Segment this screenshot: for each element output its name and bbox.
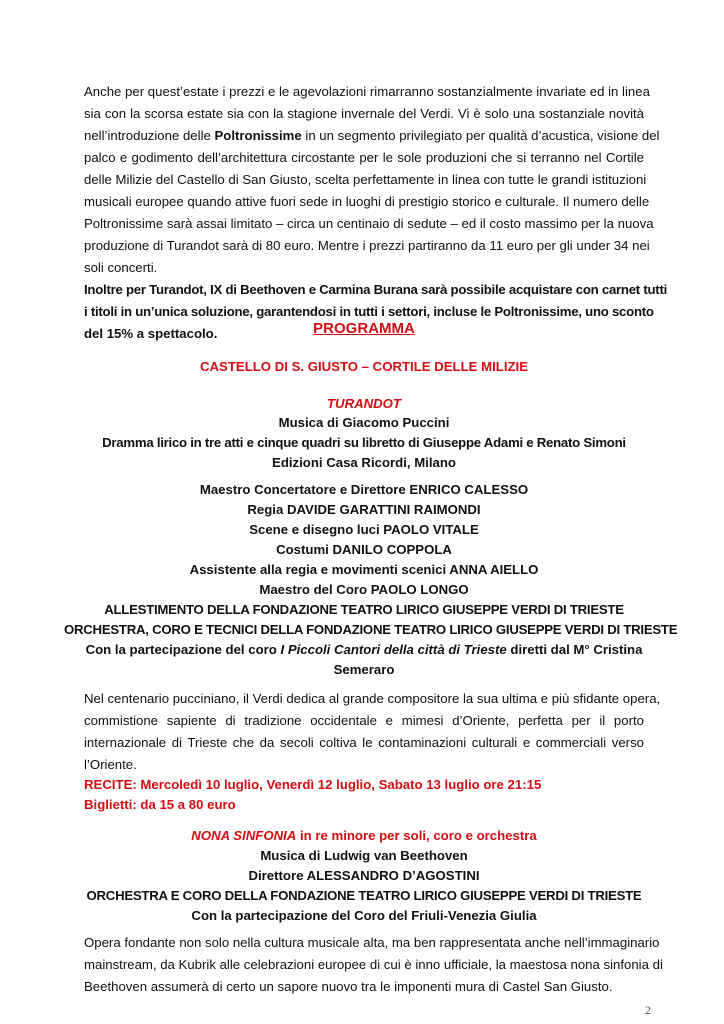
nona-orchestra: ORCHESTRA E CORO DELLA FONDAZIONE TEATRO LIRICO GIUSEPPE VERDI DI TRIESTE: [86, 888, 642, 903]
nona-choir: Con la partecipazione del Coro del Friuli-Venezia Giulia: [191, 908, 537, 923]
turandot-biglietti: Biglietti: da 15 a 80 euro: [84, 797, 236, 812]
turandot-publisher: Edizioni Casa Ricordi, Milano: [272, 455, 456, 470]
turandot-director: Regia DAVIDE GARATTINI RAIMONDI: [247, 502, 481, 517]
turandot-desc-line-1: Nel centenario pucciniano, il Verdi dedica al grande compositore la sua ultima e più sfidante opera,: [84, 691, 661, 706]
intro-line-9: soli concerti.: [84, 260, 158, 275]
intro-line-1: Anche per quest’estate i prezzi e le agevolazioni rimarranno sostanzialmente invariate ed in linea: [84, 84, 650, 99]
turandot-title: TURANDOT: [327, 396, 401, 411]
intro-line-8: produzione di Turandot sarà di 80 euro. Mentre i prezzi partiranno da 11 euro per gli under 34 nei: [84, 238, 650, 253]
turandot-recite: RECITE: Mercoledì 10 luglio, Venerdì 12 luglio, Sabato 13 luglio ore 21:15: [84, 777, 542, 792]
nona-title-italic: NONA SINFONIA: [191, 828, 297, 843]
turandot-choir-master: Maestro del Coro PAOLO LONGO: [259, 582, 469, 597]
intro-line-3-post: in un segmento privilegiato per qualità d’acustica, visione del: [301, 128, 660, 143]
intro-line-3-pre: nell’introduzione delle: [84, 128, 215, 143]
turandot-conductor: Maestro Concertatore e Direttore ENRICO CALESSO: [199, 482, 529, 497]
nona-desc-line-3: Beethoven assumerà di certo un sapore nuovo tra le imponenti mura di Castel San Giusto.: [84, 979, 613, 994]
nona-title-rest: in re minore per soli, coro e orchestra: [296, 828, 537, 843]
intro-line-5: delle Milizie del Castello di San Giusto, scelta perfettamente in linea con tutte le grandi istituzioni: [84, 172, 647, 187]
turandot-assistant: Assistente alla regia e movimenti scenici ANNA AIELLO: [189, 562, 539, 577]
carnet-line-3: del 15% a spettacolo.: [84, 326, 218, 341]
turandot-libretto: Dramma lirico in tre atti e cinque quadri su libretto di Giuseppe Adami e Renato Simoni: [102, 435, 626, 450]
page-number: 2: [645, 1003, 651, 1017]
intro-line-2: sia con la scorsa estate sia con la stagione invernale del Verdi. Vi è solo una sostanziale novità: [84, 106, 644, 121]
intro-line-6: musicali europee quando attive fuori sede in luoghi di prestigio storico e culturale. Il numero delle: [84, 194, 650, 209]
turandot-choir-name: I Piccoli Cantori della città di Trieste: [280, 642, 507, 657]
intro-line-7: Poltronissime sarà assai limitato – circa un centinaio di sedute – ed il costo massimo per la nuova: [84, 216, 654, 231]
poltronissime-term: Poltronissime: [214, 128, 302, 143]
programma-heading: PROGRAMMA: [313, 320, 415, 337]
carnet-line-2: i titoli in un’unica soluzione, garantendosi in tutti i settori, incluse le Poltronissime, uno sconto: [84, 304, 654, 319]
turandot-desc-line-2: commistione sapiente di tradizione occidentale e mimesi d’Oriente, perfetta per il porto: [84, 713, 644, 728]
turandot-choir-line-1: [84, 640, 644, 659]
intro-line-4: palco e godimento dell’architettura circostante per le sole produzioni che si terranno nel Cortile: [84, 150, 644, 165]
nona-desc-line-2: mainstream, da Kubrik alle celebrazioni europee di cui è inno ufficiale, la maestosa nona sinfonia di: [84, 957, 663, 972]
turandot-staging: ALLESTIMENTO DELLA FONDAZIONE TEATRO LIRICO GIUSEPPE VERDI DI TRIESTE: [104, 602, 624, 617]
nona-desc-line-1: Opera fondante non solo nella cultura musicale alta, ma ben rappresentata anche nell’immaginario: [84, 935, 660, 950]
venue-heading: CASTELLO DI S. GIUSTO – CORTILE DELLE MILIZIE: [200, 359, 528, 374]
turandot-scenes: Scene e disegno luci PAOLO VITALE: [249, 522, 479, 537]
turandot-costumes: Costumi DANILO COPPOLA: [276, 542, 452, 557]
turandot-choir-post: diretti dal M° Cristina: [506, 642, 643, 657]
turandot-desc-line-3: internazionale di Trieste che da secoli coltiva le contaminazioni culturali e commerciali verso: [84, 735, 644, 750]
intro-line-3: [84, 126, 660, 145]
nona-conductor: Direttore ALESSANDRO D’AGOSTINI: [248, 868, 480, 883]
turandot-desc-line-4: l’Oriente.: [84, 757, 137, 772]
carnet-line-1: Inoltre per Turandot, IX di Beethoven e Carmina Burana sarà possibile acquistare con carnet tutti: [84, 282, 668, 297]
nona-title: [84, 826, 644, 845]
turandot-orchestra: ORCHESTRA, CORO E TECNICI DELLA FONDAZIONE TEATRO LIRICO GIUSEPPE VERDI DI TRIESTE: [64, 622, 678, 637]
turandot-choir-pre: Con la partecipazione del coro: [85, 642, 281, 657]
nona-composer: Musica di Ludwig van Beethoven: [260, 848, 468, 863]
turandot-composer: Musica di Giacomo Puccini: [278, 415, 450, 430]
turandot-choir-line-2: Semeraro: [333, 662, 395, 677]
